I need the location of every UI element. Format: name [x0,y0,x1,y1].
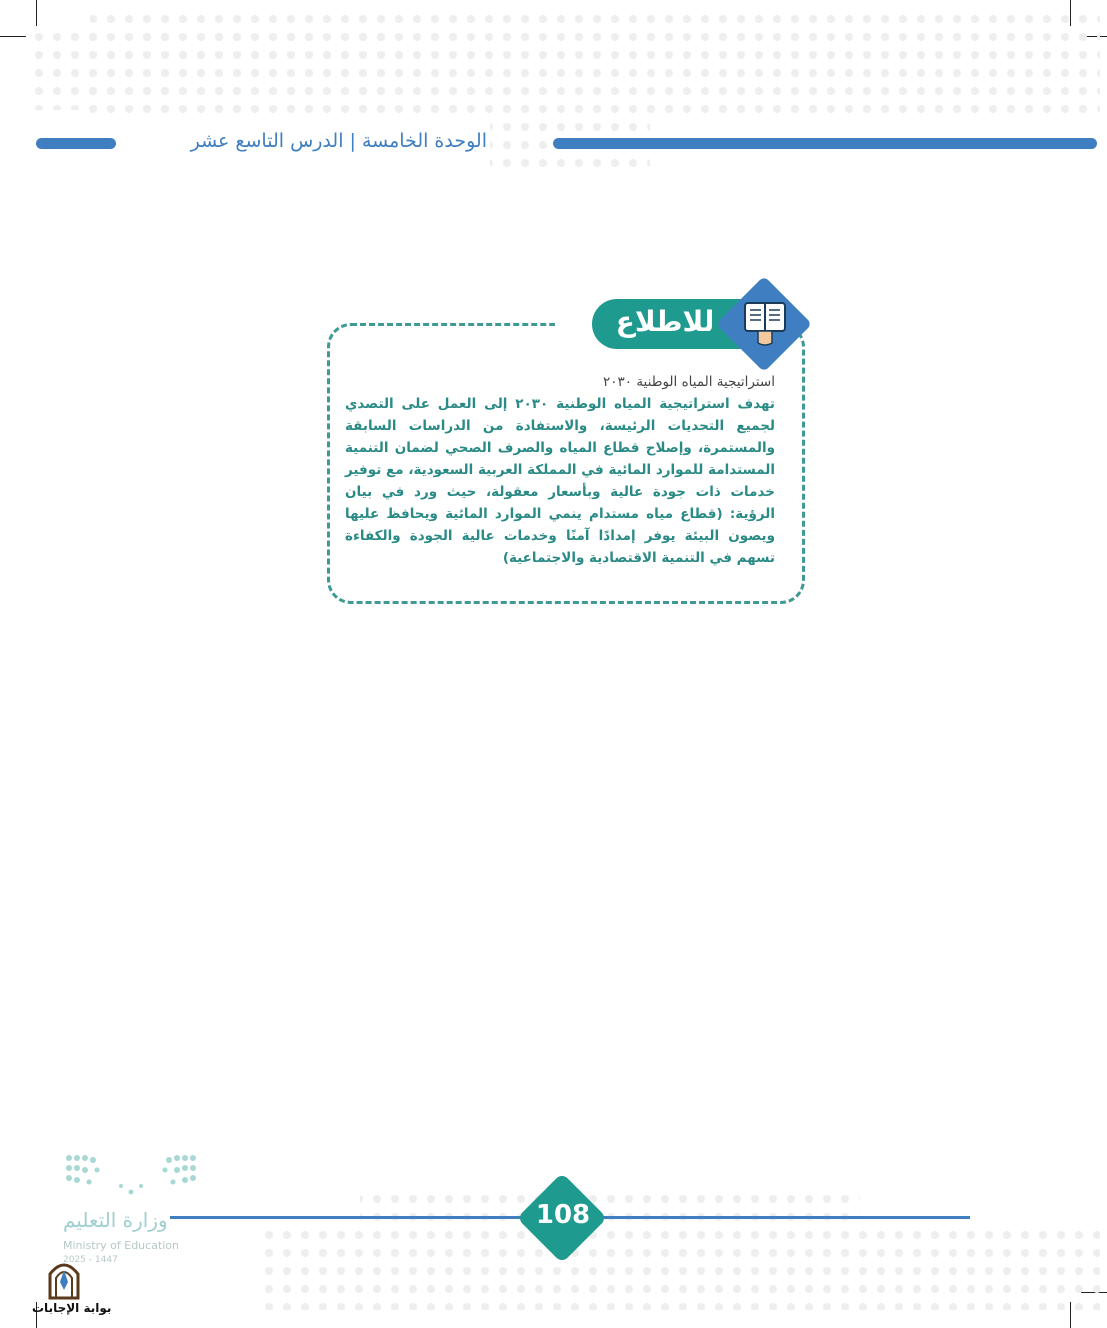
ministry-logo-icon [63,1152,199,1196]
ministry-name-arabic: وزارة التعليم [63,1208,168,1232]
footer-dot-pattern [260,1190,1100,1310]
page-header-title: الوحدة الخامسة | الدرس التاسع عشر [190,130,487,152]
page-number: 108 [535,1200,591,1230]
crop-mark [0,36,26,37]
header-bar-right [553,138,1097,149]
book-hand-icon [742,297,788,349]
portal-logo-icon [44,1256,84,1300]
ministry-year: 2025 - 1447 [63,1255,118,1265]
portal-label: بوابة الإجابات [32,1301,112,1315]
callout-label: للاطلاع [615,305,715,338]
callout-body [345,371,775,569]
callout-subheading: استراتيجية المياه الوطنية ٢٠٣٠ [603,374,775,390]
ministry-name-english: Ministry of Education [63,1239,180,1252]
callout-paragraph: تهدف استراتيجية المياه الوطنية ٢٠٣٠ إلى العمل على التصدي لجميع التحديات الرئيسة، والاستفادة من الدراسات السابقة والمستمرة، وإصلاح قطاع المياه والصرف الصحي لضمان التنمية المستدامة للموارد المائية في المملكة العربية السعودية، مع توفير خدمات ذات جودة عالية وبأسعار معقولة، حيث ورد في بيان الرؤية: (قطاع مياه مستدام ينمي الموارد المائية ويحافظ عليها ويصون البيئة يوفر إمدادًا آمنًا وخدمات عالية الجودة والكفاءة تسهم في التنمية الاقتصادية والاجتماعية) [345,396,775,566]
header-bar-left [36,138,116,149]
